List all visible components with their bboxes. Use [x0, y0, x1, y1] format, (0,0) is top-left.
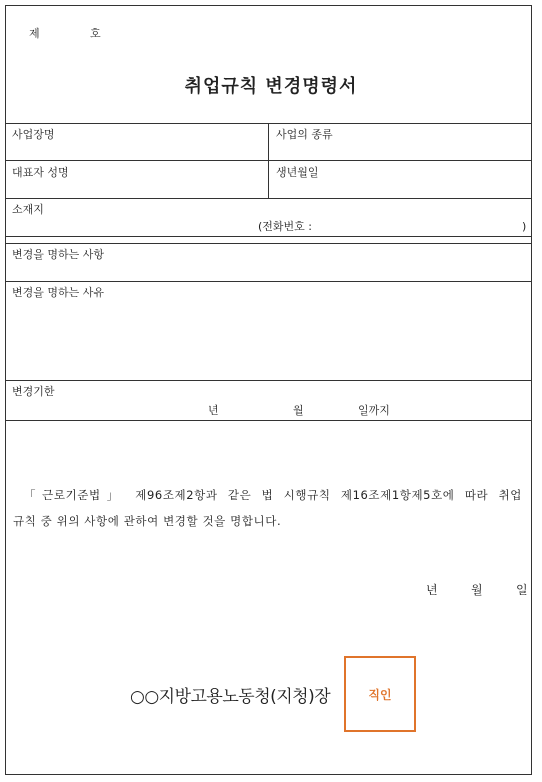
address-label: 소재지	[12, 203, 44, 216]
deadline-until: 일까지	[358, 404, 390, 417]
workplace-name-label: 사업장명	[12, 128, 55, 141]
document-number-suffix: 호	[90, 27, 101, 40]
document-number-prefix: 제	[29, 27, 40, 40]
change-items-label: 변경을 명하는 사항	[12, 248, 105, 261]
divider	[5, 198, 532, 199]
business-type-label: 사업의 종류	[276, 128, 333, 141]
order-line-1: 「근로기준법」 제96조제2항과 같은 법 시행규칙 제16조제1항제5호에 따라 취업	[24, 488, 522, 502]
official-seal-label: 직인	[368, 687, 392, 702]
deadline-label: 변경기한	[12, 385, 55, 398]
divider	[5, 380, 532, 381]
change-reason-label: 변경을 명하는 사유	[12, 286, 105, 299]
issue-date-day: 일	[516, 583, 528, 597]
representative-name-label: 대표자 성명	[12, 166, 69, 179]
issue-date-year: 년	[426, 583, 438, 597]
issuer-name: ○○지방고용노동청(지청)장	[130, 687, 331, 707]
cell-divider	[268, 123, 269, 198]
phone-close-paren: )	[522, 220, 527, 233]
order-line-2: 규칙 중 위의 사항에 관하여 변경할 것을 명합니다.	[13, 514, 282, 528]
divider	[5, 281, 532, 282]
birth-date-label: 생년월일	[276, 166, 319, 179]
document-title: 취업규칙 변경명령서	[184, 76, 358, 97]
issue-date-month: 월	[471, 583, 483, 597]
divider	[5, 236, 532, 237]
form-frame	[5, 5, 532, 775]
deadline-month: 월	[293, 404, 304, 417]
divider	[5, 420, 532, 421]
official-seal-box	[344, 656, 416, 732]
divider	[5, 243, 532, 244]
phone-label: (전화번호 :	[258, 220, 312, 233]
deadline-year: 년	[208, 404, 219, 417]
order-paragraph	[10, 482, 522, 534]
